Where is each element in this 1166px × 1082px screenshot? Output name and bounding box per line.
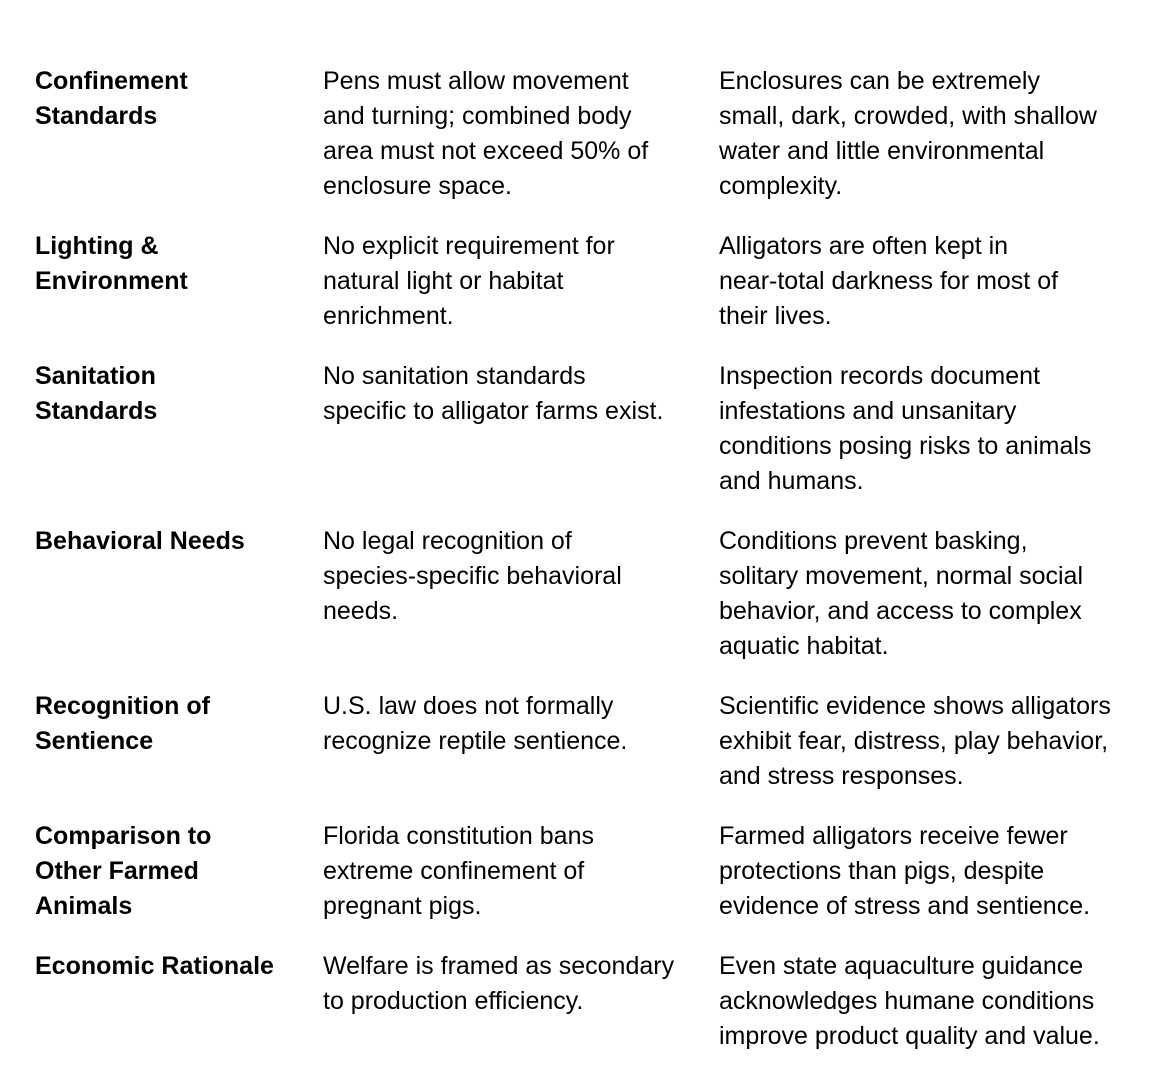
- reality-text: Scientific evidence shows alligators: [719, 692, 1111, 720]
- reality-text: Enclosures can be extremely: [719, 67, 1040, 95]
- category-text: Economic Rationale: [35, 952, 274, 980]
- law-text: to production efficiency.: [323, 987, 584, 1015]
- category-cell: [35, 689, 323, 759]
- reality-text: exhibit fear, distress, play behavior,: [719, 727, 1109, 755]
- law-text: No legal recognition of: [323, 527, 572, 555]
- reality-cell: [719, 524, 1145, 664]
- category-text: Confinement: [35, 67, 188, 95]
- category-text: Behavioral Needs: [35, 527, 245, 555]
- law-text: Pens must allow movement: [323, 67, 629, 95]
- table-row: [35, 229, 1145, 359]
- table-row: [35, 689, 1145, 819]
- category-cell: [35, 949, 323, 984]
- law-cell: [323, 689, 719, 759]
- law-text: enclosure space.: [323, 172, 513, 200]
- law-text: U.S. law does not formally: [323, 692, 614, 720]
- category-text: Sentience: [35, 727, 154, 755]
- reality-cell: [719, 359, 1145, 499]
- reality-cell: [719, 689, 1145, 794]
- category-text: Lighting &: [35, 232, 159, 260]
- reality-text: and humans.: [719, 467, 864, 495]
- reality-text: infestations and unsanitary: [719, 397, 1017, 425]
- law-text: Welfare is framed as secondary: [323, 952, 675, 980]
- reality-text: their lives.: [719, 302, 832, 330]
- category-text: Animals: [35, 892, 133, 920]
- reality-cell: [719, 819, 1145, 924]
- table-row: [35, 359, 1145, 524]
- law-cell: [323, 949, 719, 1019]
- reality-text: and stress responses.: [719, 762, 964, 790]
- category-cell: [35, 229, 323, 299]
- reality-text: near-total darkness for most of: [719, 267, 1059, 295]
- reality-text: acknowledges humane conditions: [719, 987, 1095, 1015]
- reality-text: protections than pigs, despite: [719, 857, 1045, 885]
- reality-cell: [719, 64, 1145, 204]
- law-text: recognize reptile sentience.: [323, 727, 628, 755]
- law-text: No sanitation standards: [323, 362, 586, 390]
- comparison-table: [35, 64, 1145, 1079]
- reality-text: aquatic habitat.: [719, 632, 889, 660]
- reality-text: Even state aquaculture guidance: [719, 952, 1084, 980]
- category-text: Environment: [35, 267, 188, 295]
- law-text: needs.: [323, 597, 399, 625]
- table-row: [35, 949, 1145, 1079]
- law-text: natural light or habitat: [323, 267, 564, 295]
- reality-text: Inspection records document: [719, 362, 1041, 390]
- table-row: [35, 64, 1145, 229]
- reality-text: solitary movement, normal social: [719, 562, 1084, 590]
- law-cell: [323, 64, 719, 204]
- law-cell: [323, 524, 719, 629]
- law-text: specific to alligator farms exist.: [323, 397, 664, 425]
- category-cell: [35, 359, 323, 429]
- law-cell: [323, 819, 719, 924]
- law-cell: [323, 229, 719, 334]
- law-text: pregnant pigs.: [323, 892, 482, 920]
- reality-text: behavior, and access to complex: [719, 597, 1082, 625]
- category-text: Standards: [35, 102, 158, 130]
- reality-cell: [719, 229, 1145, 334]
- law-cell: [323, 359, 719, 429]
- law-text: and turning; combined body: [323, 102, 632, 130]
- category-text: Standards: [35, 397, 158, 425]
- category-text: Comparison to: [35, 822, 212, 850]
- law-text: Florida constitution bans: [323, 822, 594, 850]
- category-cell: [35, 64, 323, 134]
- table-row: [35, 524, 1145, 689]
- reality-text: Alligators are often kept in: [719, 232, 1009, 260]
- category-cell: [35, 819, 323, 924]
- table-row: [35, 819, 1145, 949]
- reality-text: evidence of stress and sentience.: [719, 892, 1091, 920]
- law-text: species-specific behavioral: [323, 562, 622, 590]
- category-text: Recognition of: [35, 692, 210, 720]
- law-text: area must not exceed 50% of: [323, 137, 649, 165]
- category-cell: [35, 524, 323, 559]
- category-text: Other Farmed: [35, 857, 199, 885]
- reality-text: small, dark, crowded, with shallow: [719, 102, 1097, 130]
- reality-text: conditions posing risks to animals: [719, 432, 1092, 460]
- law-text: enrichment.: [323, 302, 454, 330]
- reality-text: Farmed alligators receive fewer: [719, 822, 1068, 850]
- reality-cell: [719, 949, 1145, 1054]
- reality-text: improve product quality and value.: [719, 1022, 1100, 1050]
- reality-text: complexity.: [719, 172, 843, 200]
- reality-text: Conditions prevent basking,: [719, 527, 1028, 555]
- law-text: extreme confinement of: [323, 857, 585, 885]
- reality-text: water and little environmental: [719, 137, 1045, 165]
- category-text: Sanitation: [35, 362, 156, 390]
- law-text: No explicit requirement for: [323, 232, 615, 260]
